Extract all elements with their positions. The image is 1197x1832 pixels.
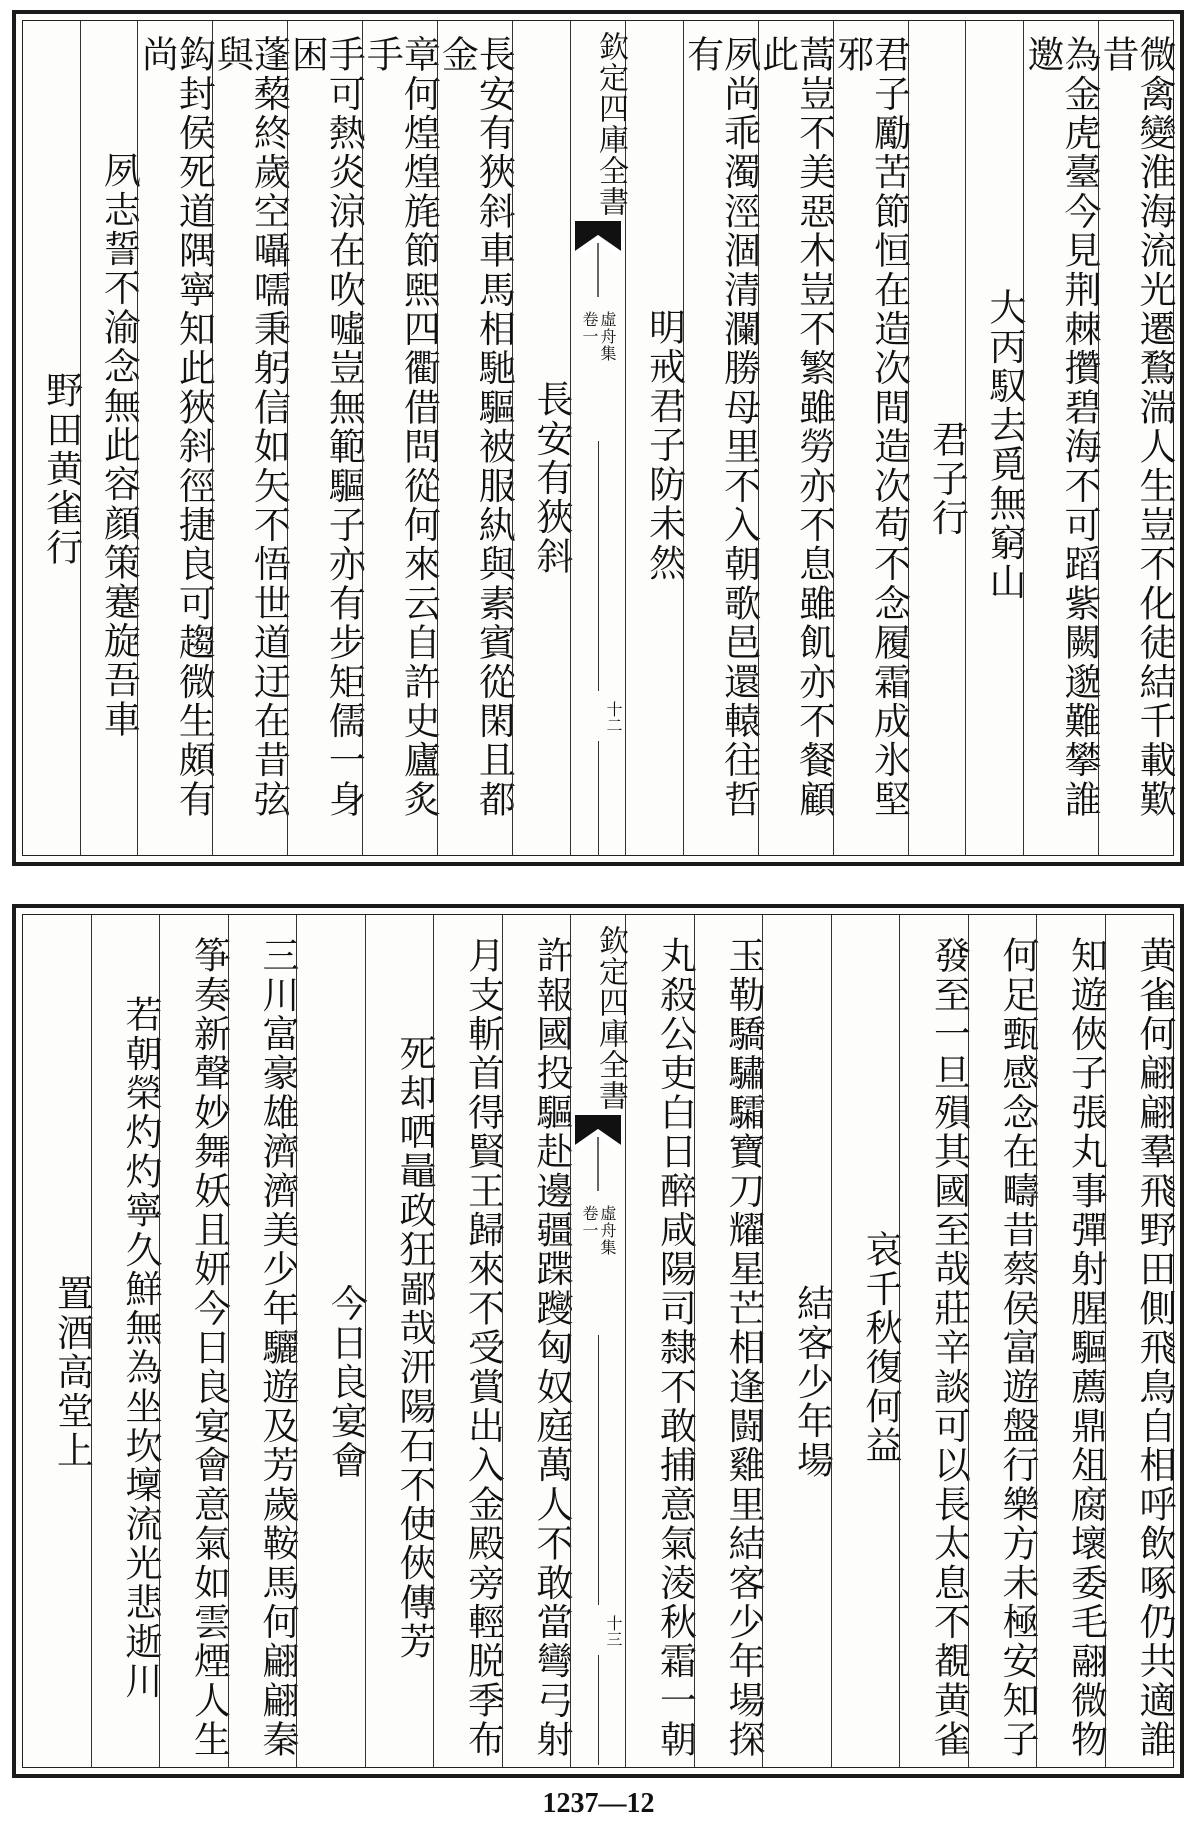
poem-title — [296, 915, 368, 1767]
poem-title — [908, 21, 969, 855]
column-text: 筝奏新聲妙舞妖且妍今日良宴會意氣如雲煙人生 — [187, 936, 231, 1760]
center-fold — [570, 915, 628, 1767]
column-text: 君子勵苦節恒在造次間造次苟不念履霜成氷堅邪 — [830, 35, 911, 819]
column-text: 死却哂鼂政狂鄙哉汧陽石不使俠傳芳 — [393, 1034, 436, 1662]
column-text: 明戒君子防未然 — [642, 307, 686, 583]
column-text: 月支斬首得賢王歸來不受賞出入金殿旁輕脱季布 — [461, 936, 505, 1760]
column-text: 玉勒驕驌驦寶刀耀星芒相逢闘雞里結客少年場探 — [722, 936, 765, 1760]
text-column — [899, 915, 971, 1767]
text-column — [80, 21, 141, 855]
text-column — [360, 21, 441, 855]
column-text: 知遊俠子張丸事彈射腥驅薦鼎俎腐壞委毛翮微物 — [1064, 936, 1108, 1760]
column-text: 微禽變淮海流光遷鶩湍人生豈不化徒結千載歎昔 — [1096, 35, 1176, 819]
column-text: 今日良宴會 — [324, 1284, 368, 1480]
text-column — [831, 915, 900, 1767]
column-text: 野田黄雀行 — [39, 371, 83, 567]
column-text: 章何煌煌旄節煕四衢借問從何來云自許史廬炙手 — [360, 35, 441, 819]
text-column — [694, 915, 763, 1767]
column-text: 丸殺公吏白日醉咸陽司隸不敢捕意氣淩秋霜一朝 — [653, 936, 697, 1760]
library-label: 欽定四庫全書 — [592, 31, 628, 217]
collection-meta — [571, 311, 625, 362]
page-number: 1237—12 — [542, 1788, 655, 1819]
text-column — [91, 915, 160, 1767]
text-column — [135, 21, 216, 855]
poem-title — [23, 21, 83, 855]
folio-number: 十二 — [603, 701, 623, 733]
volume-label: 卷一 — [579, 311, 599, 345]
column-text: 鈎封侯死道隅寧知此狹斜徑捷良可趨微生頗有尚 — [135, 35, 216, 819]
fish-tail-mark-icon — [575, 221, 621, 297]
column-text: 結客少年場 — [790, 1284, 834, 1480]
text-column — [965, 21, 1026, 855]
column-text: 夙志誓不渝念無此容顔策蹇旋吾車 — [97, 151, 141, 739]
text-column — [433, 915, 505, 1767]
center-fold — [570, 21, 628, 855]
bottom-page-frame — [22, 914, 1174, 1768]
column-text: 發至一旦殞其國至哉莊辛談可以長太息不覩黄雀 — [927, 936, 971, 1760]
column-text: 大丙馭去覓無窮山 — [983, 288, 1026, 602]
text-column — [680, 21, 761, 855]
collection-meta — [571, 1205, 625, 1256]
center-rule — [598, 1335, 599, 1605]
center-rule — [598, 1655, 599, 1765]
column-text: 君子行 — [925, 420, 969, 538]
text-column — [625, 21, 686, 855]
column-text: 何足甄感念在疇昔蔡侯富遊盤行樂方未極安知子 — [996, 936, 1039, 1760]
column-text: 置酒高堂上 — [50, 1274, 94, 1470]
bottom-page — [12, 904, 1184, 1778]
column-text: 許報國投驅赴邊疆蹀躞匈奴庭萬人不敢當彎弓射 — [530, 936, 573, 1760]
text-column — [502, 915, 571, 1767]
column-text: 若朝榮灼灼寧久鮮無為坐坎壈流光悲逝川 — [119, 995, 162, 1701]
column-text: 哀千秋復何益 — [859, 1230, 902, 1466]
text-column — [512, 21, 573, 855]
column-text: 手可熱炎涼在吹噓豈無範驅子亦有步矩儒一身困 — [285, 35, 366, 819]
text-column — [365, 915, 434, 1767]
column-text: 夙尚乖濁涇涸清瀾勝母里不入朝歌邑還轅往哲有 — [680, 35, 761, 819]
fish-tail-mark-icon — [575, 1115, 621, 1191]
text-column — [755, 21, 836, 855]
column-text: 為金虎臺今見荆棘攢碧海不可蹈紫闕邈難攀誰邀 — [1021, 35, 1101, 819]
collection-title: 虛舟集 — [598, 1205, 617, 1256]
top-page-frame — [22, 20, 1174, 856]
text-column — [968, 915, 1037, 1767]
text-column — [625, 915, 697, 1767]
text-column — [830, 21, 911, 855]
library-label: 欽定四庫全書 — [593, 925, 628, 1111]
text-column — [159, 915, 231, 1767]
column-text: 長安有狹斜車馬相馳驅被服紈與素賓從閑且都金 — [435, 35, 516, 819]
poem-title — [23, 915, 94, 1767]
text-column — [435, 21, 516, 855]
top-page — [12, 10, 1184, 866]
column-text: 黄雀何翩翩羣飛野田側飛鳥自相呼飲啄仍共適誰 — [1133, 936, 1176, 1760]
center-rule — [598, 441, 599, 691]
column-text: 長安有狹斜 — [529, 380, 573, 576]
column-text: 蒿豈不美惡木豈不繁雖勞亦不息雖飢亦不餐顧此 — [755, 35, 836, 819]
text-column — [210, 21, 291, 855]
text-column — [1096, 21, 1176, 855]
text-column — [228, 915, 297, 1767]
poem-title — [762, 915, 834, 1767]
text-column — [1021, 21, 1101, 855]
column-text: 蓬蔾終歲空囁嚅秉躬信如矢不悟世道迂在昔弦與 — [210, 35, 291, 819]
column-text: 三川富豪雄濟濟美少年驪遊及芳歲鞍馬何翩翩秦 — [256, 936, 299, 1760]
text-column — [1036, 915, 1108, 1767]
folio-number: 十三 — [604, 1615, 623, 1647]
text-column — [285, 21, 366, 855]
volume-label: 卷一 — [580, 1205, 599, 1239]
text-column — [1105, 915, 1174, 1767]
center-rule — [598, 741, 599, 856]
collection-title: 虛舟集 — [597, 311, 617, 362]
